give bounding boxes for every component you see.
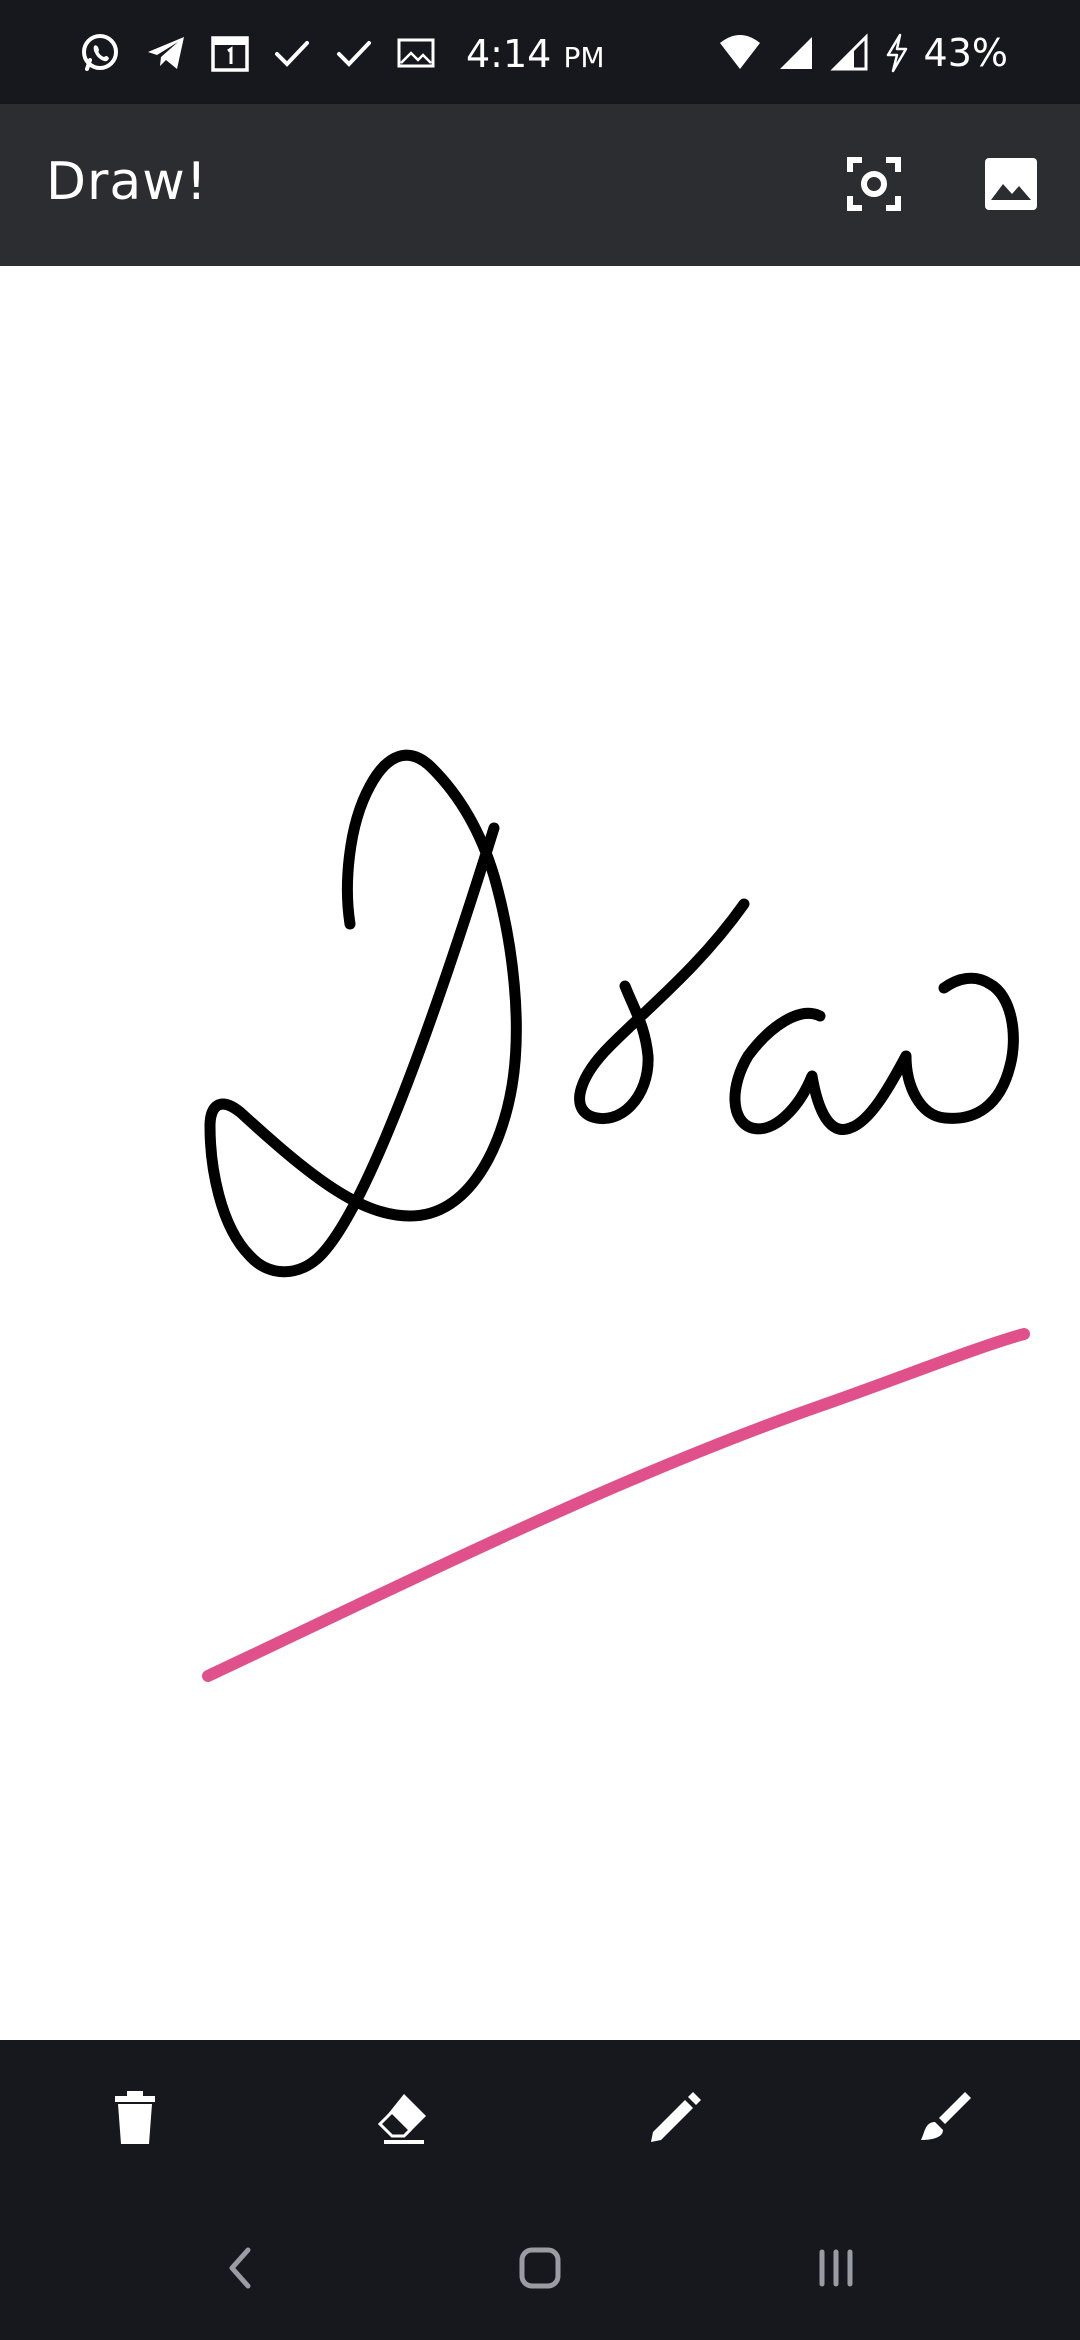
navigation-bar [0,2200,1080,2340]
app-title: Draw! [46,152,208,212]
eraser-icon [374,2088,434,2152]
app-bar [0,104,1080,266]
wifi-icon [718,33,762,73]
gallery-icon [983,156,1039,216]
pencil-icon [645,2088,705,2152]
handwriting-stroke [210,755,516,1272]
drawing-canvas[interactable] [0,266,1080,2040]
telegram-icon [144,31,188,75]
status-time [466,30,604,82]
brush-button[interactable] [903,2078,987,2162]
whatsapp-icon [78,31,122,75]
handwriting-stroke [580,904,744,1119]
back-button[interactable] [200,2238,280,2302]
pink-line-stroke [208,1334,1024,1676]
recents-icon [812,2244,860,2296]
image-icon [396,33,436,73]
signal-icon [776,33,816,73]
screenshot-icon [844,154,904,218]
delete-icon [111,2090,159,2150]
back-icon [220,2244,260,2296]
pencil-button[interactable] [633,2078,717,2162]
check-icon [272,33,312,73]
recents-button[interactable] [796,2238,876,2302]
home-icon [516,2244,564,2296]
eraser-button[interactable] [362,2078,446,2162]
gallery-button[interactable] [973,148,1049,224]
charging-icon [884,33,910,73]
signal-icon [830,33,870,73]
ampm-text: PM [563,41,605,74]
check-icon [334,33,374,73]
battery-percentage: 43% [923,31,1008,75]
home-button[interactable] [500,2238,580,2302]
calendar-icon [210,33,250,73]
brush-icon [915,2088,975,2152]
delete-button[interactable] [93,2078,177,2162]
system-status-icons [718,28,1008,78]
tool-bar [0,2040,1080,2200]
screenshot-button[interactable] [836,148,912,224]
notification-icons [78,28,436,78]
time-text: 4:14 [466,32,552,76]
status-bar [0,0,1080,104]
handwriting-stroke [735,978,1013,1129]
